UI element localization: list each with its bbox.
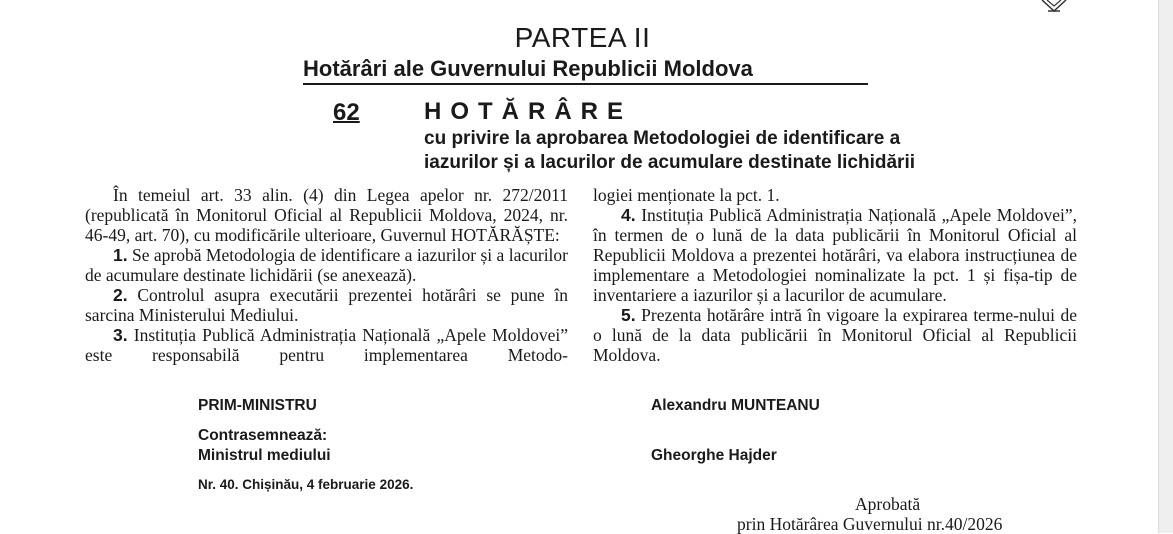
prime-minister-name: Alexandru MUNTEANU (651, 397, 820, 414)
point-4-text: Instituția Publică Administrația Națională „Apele Moldovei”, în termen de o lună de la data publicării în Monitorul Oficial al Republicii Moldova a prezentei hotărâri, va elabora instrucțiunea de implementare a Metodologiei nominalizate la pct. 1 și fișa-tip de inventariere a iazurilor și a lacurilor de acumulare. (593, 205, 1077, 305)
point-5 (593, 305, 1077, 365)
decision-subject-line-2: iazurilor și a lacurilor de acumulare destinate lichidării (424, 152, 916, 173)
approval-line-1: Aprobată (855, 494, 921, 514)
decision-number: 62 (333, 99, 360, 126)
point-4 (593, 205, 1077, 305)
point-2 (85, 285, 568, 325)
minister-name: Gheorghe Hajder (651, 447, 777, 464)
point-3-text: Instituția Publică Administrația Națională „Apele Moldovei” este responsabilă pentru implementarea Metodo- (85, 325, 568, 365)
state-emblem-icon (1034, 0, 1074, 12)
point-3-number: 3. (113, 325, 128, 345)
text-column-right (593, 185, 1077, 365)
decision-footnote: Nr. 40. Chișinău, 4 februarie 2026. (198, 477, 414, 492)
countersign-label: Contrasemnează: (198, 427, 328, 444)
part-title: PARTEA II (514, 22, 651, 53)
point-4-number: 4. (621, 205, 636, 225)
text-column-left (85, 185, 568, 365)
decision-subject-line-1: cu privire la aprobarea Metodologiei de identificare a (424, 128, 901, 149)
prime-minister-label: PRIM-MINISTRU (198, 397, 317, 414)
point-3 (85, 325, 568, 365)
point-2-text: Controlul asupra executării prezentei hotărâri se pune în sarcina Ministerului Mediului. (85, 285, 569, 325)
vertical-scrollbar[interactable] (1158, 0, 1173, 533)
point-1-number: 1. (113, 245, 128, 265)
approval-line-2: prin Hotărârea Guvernului nr.40/2026 (737, 514, 1003, 534)
point-5-number: 5. (621, 305, 636, 325)
point-1 (85, 245, 568, 285)
section-title: Hotărâri ale Guvernului Republicii Moldova (303, 56, 868, 85)
minister-label: Ministrul mediului (198, 447, 331, 464)
decision-subject (424, 127, 1044, 175)
point-1-text: Se aprobă Metodologia de identificare a iazurilor și a lacurilor de acumulare destinate lichidării (se anexează). (85, 245, 568, 285)
point-5-text: Prezenta hotărâre intră în vigoare la expirarea terme-nului de o lună de la data publicării în Monitorul Oficial al Republicii Moldova. (593, 305, 1078, 365)
point-3-continuation: logiei menționate la pct. 1. (593, 185, 780, 205)
point-2-number: 2. (113, 285, 128, 305)
decision-title: HOTĂRÂRE (424, 98, 632, 125)
preamble: În temeiul art. 33 alin. (4) din Legea apelor nr. 272/2011 (republicată în Monitorul Oficial al Republicii Moldova, 2024, nr. 46-49, art. 70), cu modificările ulterioare, Guvernul HOTĂRĂȘTE: (85, 185, 568, 245)
